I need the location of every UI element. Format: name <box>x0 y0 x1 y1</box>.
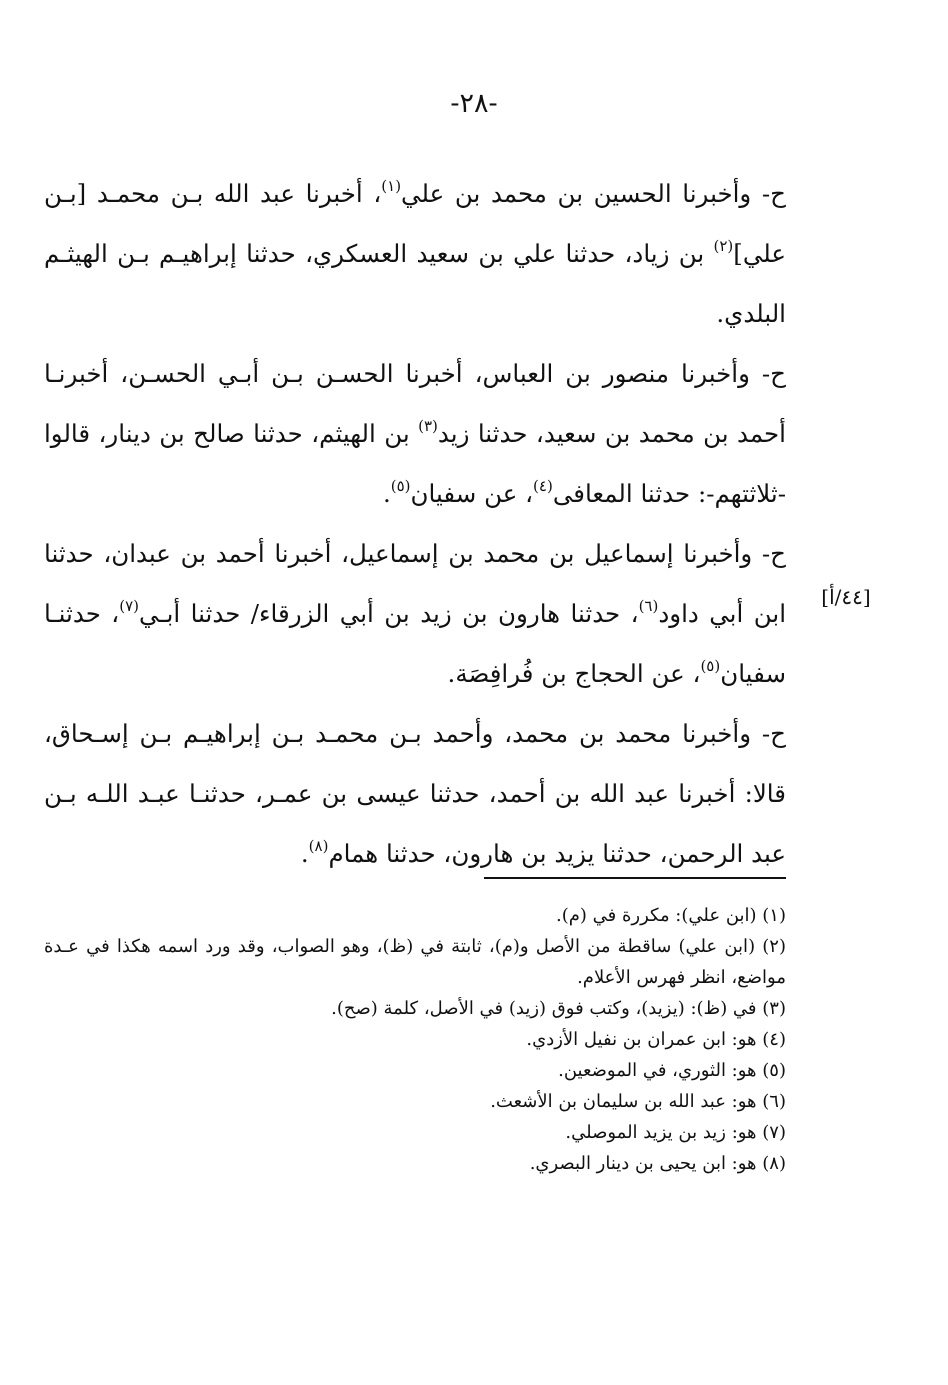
footnote-ref: (٢) <box>713 236 734 255</box>
footnote: (٧) هو: زيد بن يزيد الموصلي. <box>565 1122 786 1143</box>
footnote-ref: (٨) <box>308 836 329 855</box>
footnote-ref: (١) <box>381 176 402 195</box>
footnotes <box>44 900 786 1179</box>
footnote-ref: (٥) <box>390 476 411 495</box>
footnote-ref: (٤) <box>533 476 553 495</box>
footnote: (١) (ابن علي): مكررة في (م). <box>555 905 786 926</box>
footnote-ref: (٣) <box>418 416 438 435</box>
footnote: (٢) (ابن علي) ساقطة من الأصل و(م)، ثابتة في (ظ)، وهو الصواب، وقد ورد اسمه هكذا في عـدة مواضع، انظر فهرس الأعلام. <box>44 936 786 988</box>
footnote-ref: (٧) <box>119 596 139 615</box>
footnote: (٦) هو: عبد الله بن سليمان بن الأشعث. <box>490 1091 786 1112</box>
main-text <box>44 164 786 884</box>
page-number: -٢٨- <box>450 88 498 119</box>
footnote-separator <box>484 877 786 879</box>
paragraph: ح- وأخبرنا منصور بن العباس، أخبرنا الحسـن بـن أبـي الحسـن، أخبرنـا أحمد بن محمد بن سعيد، حدثنا زيد$^{(٣)}$ بن الهيثم، حدثنا صالح بن دينار، قالوا -ثلاثتهم-: حدثنا المعافى$^{(٤)}$، عن سفيان$^{(٥)}$. <box>44 359 786 508</box>
footnote: (٣) في (ظ): (يزيد)، وكتب فوق (زيد) في الأصل، كلمة (صح). <box>331 998 786 1019</box>
footnote: (٤) هو: ابن عمران بن نفيل الأزدي. <box>526 1029 786 1050</box>
footnote-ref: (٥) <box>700 656 721 675</box>
margin-manuscript-folio-note: [٤٤/أ] <box>821 585 871 609</box>
footnote: (٥) هو: الثوري، في الموضعين. <box>558 1060 786 1081</box>
paragraph: ح- وأخبرنا محمد بن محمد، وأحمد بـن محمـد بـن إبراهيـم بـن إسـحاق، قالا: أخبرنا عبد الله بن أحمد، حدثنا عيسى بن عمـر، حدثنـا عبـد اللـه بـن عبد الرحمن، حدثنا يزيد بن هارون، حدثنا همام$^{(٨)}$. <box>44 719 786 868</box>
paragraph: ح- وأخبرنا الحسين بن محمد بن علي$^{(١)}$، أخبرنا عبد الله بـن محمـد [بـن علي]$^{(٢)}$ بن زياد، حدثنا علي بن سعيد العسكري، حدثنا إبراهيـم بـن الهيثـم البلدي. <box>44 176 786 328</box>
paragraph: ح- وأخبرنا إسماعيل بن محمد بن إسماعيل، أخبرنا أحمد بن عبدان، حدثنا ابن أبي داود$^{(٦)}$، حدثنا هارون بن زيد بن أبي الزرقاء/ حدثنا أبـي$^{(٧)}$، حدثنـا سفيان$^{(٥)}$، عن الحجاج بن فُرافِصَة. <box>44 539 787 688</box>
footnote: (٨) هو: ابن يحيى بن دينار البصري. <box>529 1153 786 1174</box>
footnote-ref: (٦) <box>638 596 659 615</box>
